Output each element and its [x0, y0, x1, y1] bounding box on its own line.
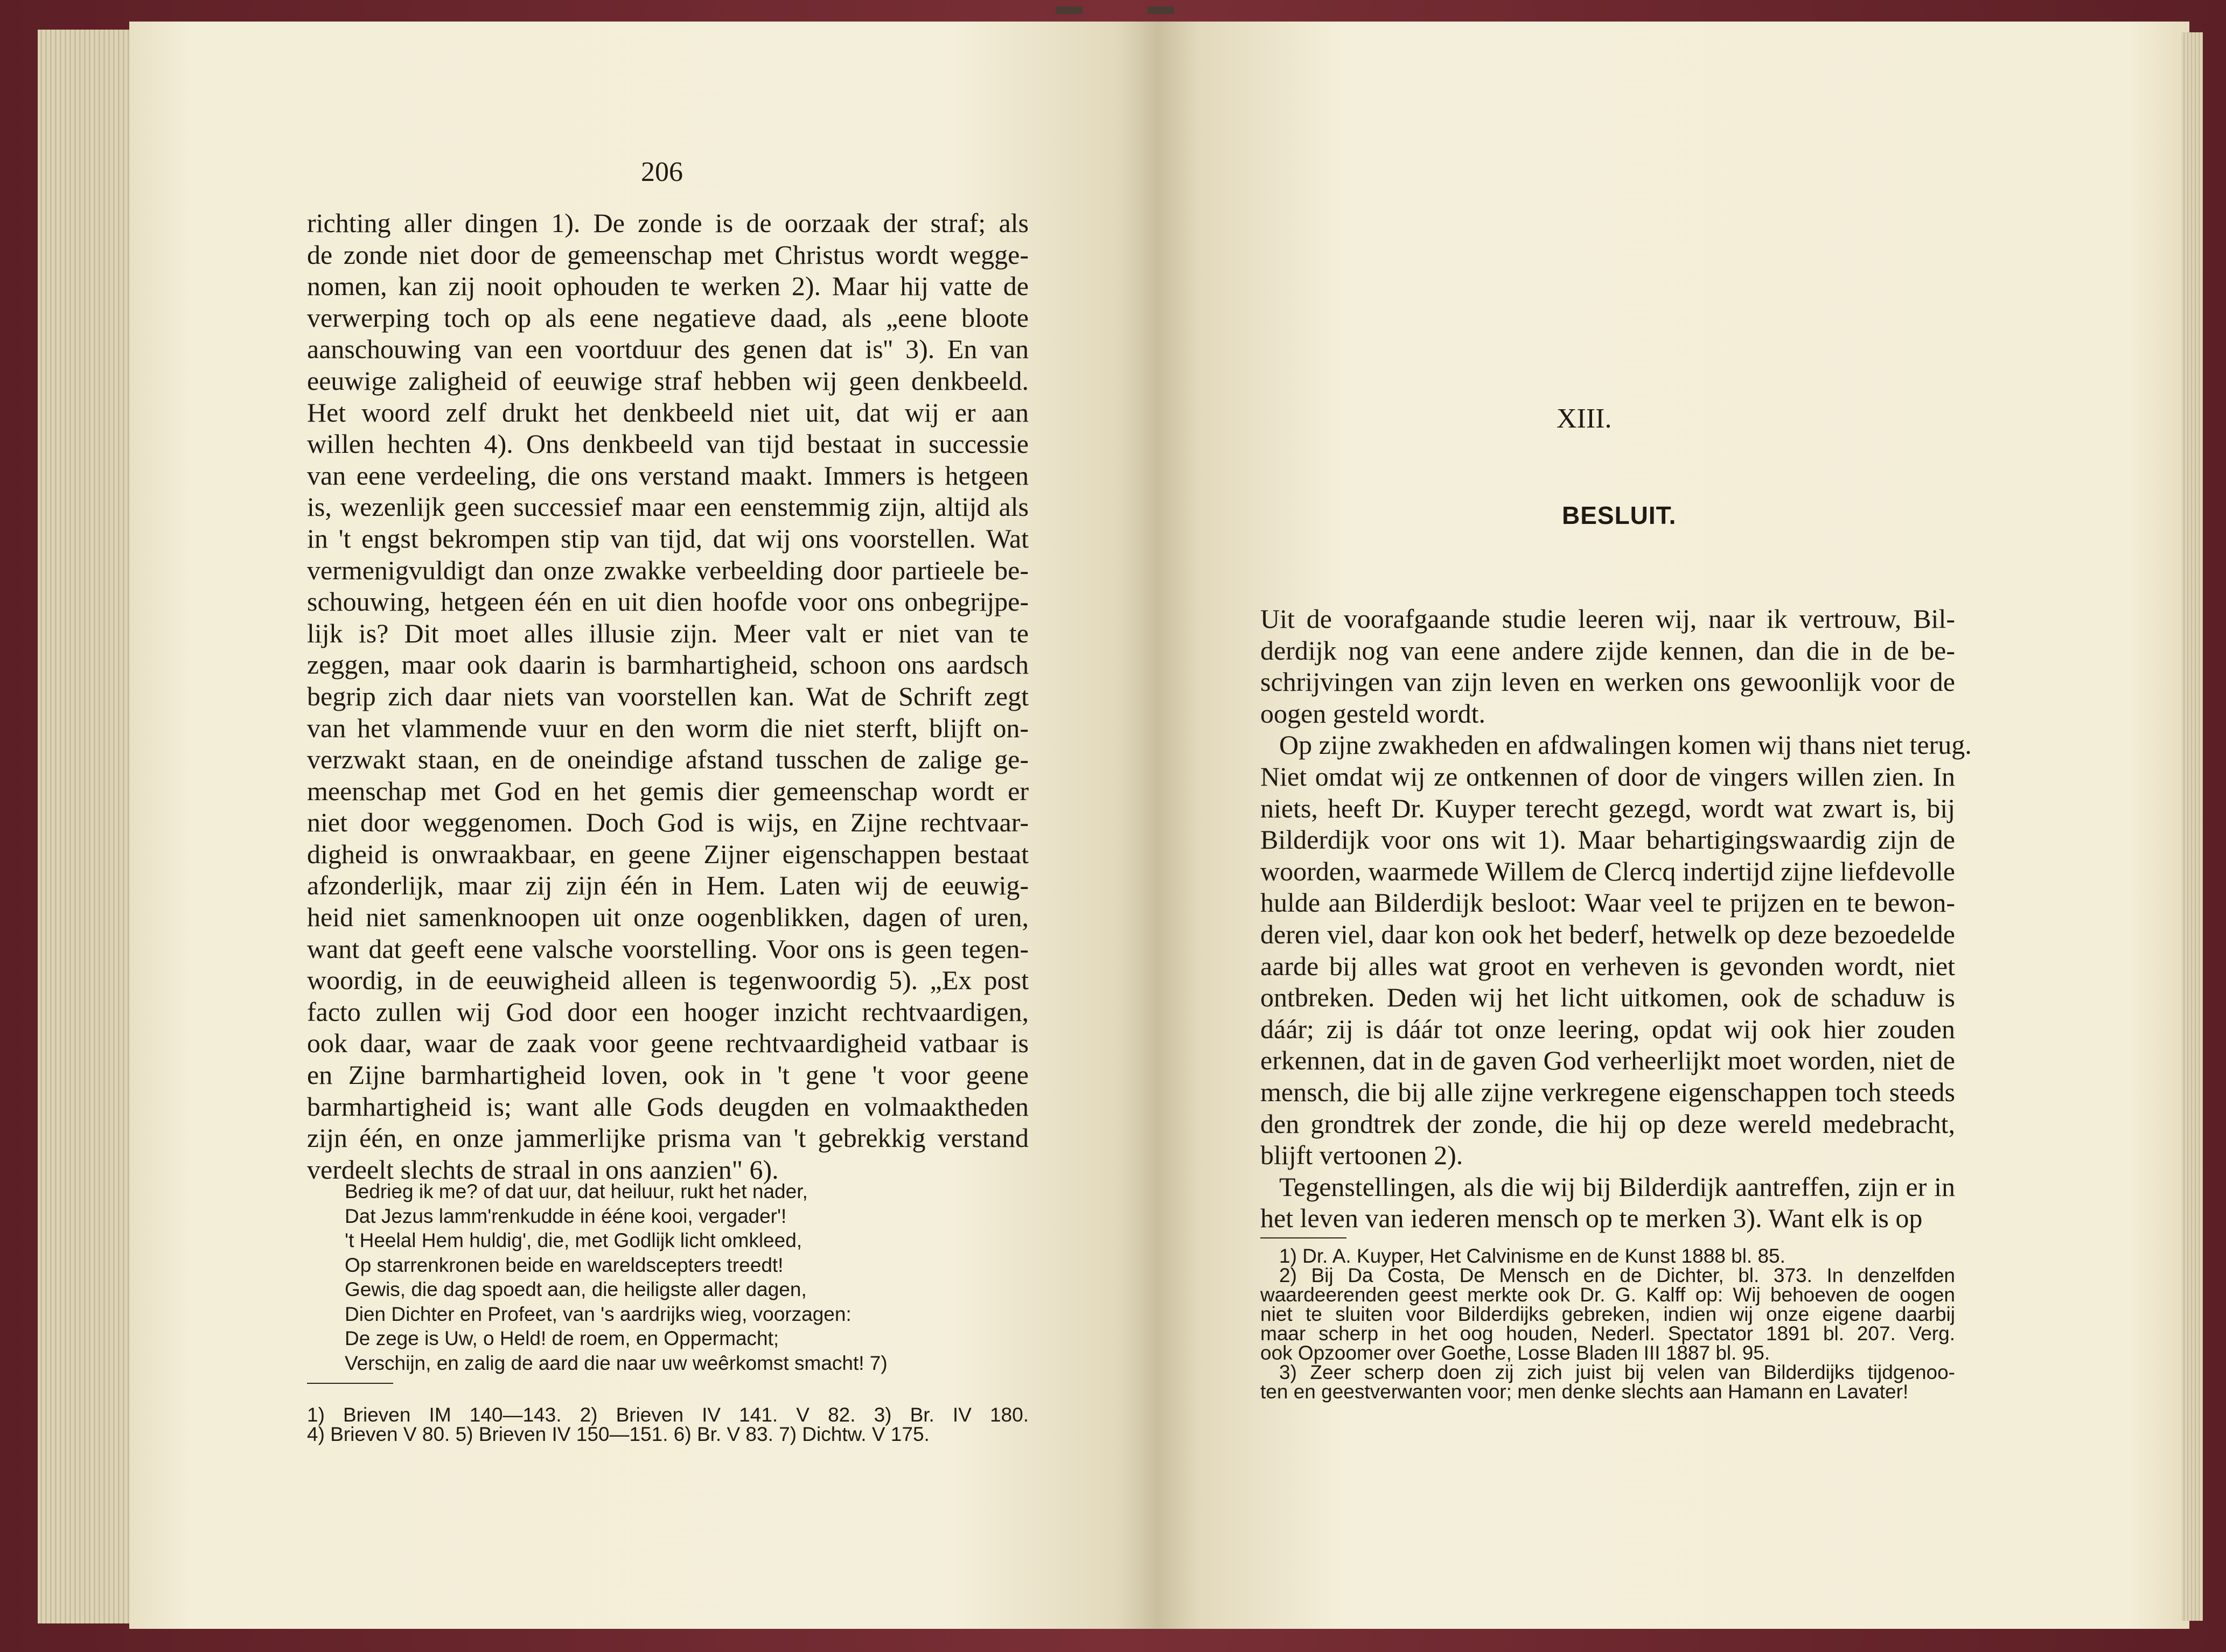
text-line: aanschouwing van een voortduur des genen dat is'' 3). En van — [307, 334, 1029, 365]
text-line: schouwing, hetgeen één en uit dien hoofde voor ons onbegrijpe- — [307, 586, 1029, 617]
left-body-text — [307, 207, 1029, 1185]
footnote-line: 1) Dr. A. Kuyper, Het Calvinisme en de Kunst 1888 bl. 85. — [1279, 1245, 1785, 1267]
text-line: woorden, waarmede Willem de Clercq indertijd zijne liefdevolle — [1260, 856, 1955, 886]
text-line: Uit de voorafgaande studie leeren wij, naar ik vertrouw, Bil- — [1260, 604, 1955, 634]
text-line: ook daar, waar de zaak voor geene rechtvaardigheid vatbaar is — [307, 1028, 1029, 1059]
text-line: is, wezenlijk geen successief maar een eenstemmig zijn, altijd als — [307, 492, 1029, 522]
text-line: zeggen, maar ook daarin is barmhartigheid, schoon ons aardsch — [307, 649, 1029, 680]
text-line: erkennen, dat in de gaven God verheerlijkt moet worden, niet de — [1260, 1045, 1955, 1076]
text-line: niets, heeft Dr. Kuyper terecht gezegd, wordt wat zwart is, bij — [1260, 793, 1955, 823]
text-line: verwerping toch op als eene negatieve daad, als „eene bloote — [307, 302, 1029, 333]
chapter-title: BESLUIT. — [1562, 501, 1677, 529]
binding-tab — [1147, 6, 1174, 14]
footnote-line: 3) Zeer scherp doen zij zich juist bij velen van Bilderdijks tijdgenoo- — [1279, 1361, 1955, 1383]
text-line: het leven van iederen mensch op te merken 3). Want elk is op — [1260, 1203, 1923, 1234]
footnote-line: 4) Brieven V 80. 5) Brieven IV 150—151. 6) Br. V 83. 7) Dichtw. V 175. — [307, 1423, 930, 1445]
text-line: derdijk nog van eene andere zijde kennen, dan die in de be- — [1260, 635, 1955, 666]
text-line: Niet omdat wij ze ontkennen of door de vingers willen zien. In — [1260, 761, 1955, 792]
footnote-line: ook Opzoomer over Goethe, Losse Bladen III 1887 bl. 95. — [1260, 1342, 1770, 1364]
text-line: Tegenstellingen, als die wij bij Bilderdijk aantreffen, zijn er in — [1279, 1171, 1955, 1202]
text-line: willen hechten 4). Ons denkbeeld van tijd bestaat in successie — [307, 429, 1029, 459]
text-line: vermenigvuldigt dan onze zwakke verbeelding door partieele be- — [307, 555, 1029, 585]
text-line: nomen, kan zij nooit ophouden te werken 2). Maar hij vatte de — [307, 271, 1029, 302]
poem-line: Op starrenkronen beide en wareldscepters treedt! — [345, 1254, 784, 1276]
text-line: in 't engst bekrompen stip van tijd, dat wij ons voorstellen. Wat — [307, 523, 1029, 554]
chapter-number: XIII. — [1557, 403, 1612, 434]
text-line: mensch, die bij alle zijne verkregene eigenschappen toch steeds — [1260, 1076, 1955, 1107]
footnote-line: maar scherp in het oog houden, Nederl. Spectator 1891 bl. 207. Verg. — [1260, 1322, 1955, 1345]
poem — [345, 1179, 1029, 1375]
text-line: deren viel, daar kon ook het bederf, hetwelk op deze bezoedelde — [1260, 919, 1955, 949]
text-line: blijft vertoonen 2). — [1260, 1140, 1463, 1171]
text-line: verzwakt staan, en de oneindige afstand tusschen de zalige ge- — [307, 744, 1029, 775]
text-line: meenschap met God en het gemis dier gemeenschap wordt er — [307, 775, 1029, 806]
text-line: verdeelt slechts de straal in ons aanzien" 6). — [307, 1154, 779, 1185]
text-line: ontbreken. Deden wij het licht uitkomen, ook de schaduw is — [1260, 982, 1955, 1013]
text-line: lijk is? Dit moet alles illusie zijn. Meer valt er niet van te — [307, 618, 1029, 648]
left-footnotes — [307, 1405, 1029, 1444]
page-edges-left — [38, 30, 135, 1623]
right-footnotes — [1260, 1247, 1955, 1402]
text-line: heid niet samenknoopen uit onze oogenblikken, dagen of uren, — [307, 902, 1029, 933]
text-line: richting aller dingen 1). De zonde is de oorzaak der straf; als — [307, 208, 1029, 238]
page-edges-right — [2181, 32, 2203, 1621]
text-line: den grondtrek der zonde, die hij op deze wereld medebracht, — [1260, 1108, 1955, 1139]
text-line: Op zijne zwakheden en afdwalingen komen wij thans niet terug. — [1279, 730, 1972, 760]
text-line: barmhartigheid is; want alle Gods deugden en volmaaktheden — [307, 1091, 1029, 1122]
footnote-line: ten en geestverwanten voor; men denke slechts aan Hamann en Lavater! — [1260, 1381, 1909, 1403]
footnote-line: waardeerenden geest merkte ook Dr. G. Kalff op: Wij behoeven de oogen — [1260, 1284, 1955, 1306]
page-number: 206 — [641, 157, 683, 187]
text-line: want dat geeft eene valsche voorstelling. Voor ons is geen tegen- — [307, 933, 1029, 964]
text-line: en Zijne barmhartigheid loven, ook in 't gene 't voor geene — [307, 1060, 1029, 1090]
poem-line: De zege is Uw, o Held! de roem, en Oppermacht; — [345, 1327, 779, 1349]
text-line: oogen gesteld wordt. — [1260, 698, 1485, 729]
right-body-text — [1260, 603, 1972, 1234]
text-line: dáár; zij is dáár tot onze leering, opdat wij ook hier zouden — [1260, 1013, 1955, 1044]
text-line: Het woord zelf drukt het denkbeeld niet uit, dat wij er aan — [307, 397, 1029, 428]
poem-line: Verschijn, en zalig de aard die naar uw weêrkomst smacht! 7) — [345, 1352, 888, 1374]
poem-line: 't Heelal Hem huldig', die, met Godlijk licht omkleed, — [345, 1229, 803, 1251]
text-line: aarde bij alles wat groot en verheven is gevonden wordt, niet — [1260, 950, 1955, 981]
footnote-line: 2) Bij Da Costa, De Mensch en de Dichter, bl. 373. In denzelfden — [1279, 1264, 1955, 1286]
text-line: van eene verdeeling, die ons verstand maakt. Immers is hetgeen — [307, 460, 1029, 491]
text-line: de zonde niet door de gemeenschap met Christus wordt wegge- — [307, 239, 1029, 270]
text-line: digheid is onwraakbaar, en geene Zijner eigenschappen bestaat — [307, 838, 1029, 869]
footnote-line: 1) Brieven IM 140—143. 2) Brieven IV 141. V 82. 3) Br. IV 180. — [307, 1404, 1029, 1426]
text-line: Bilderdijk voor ons wit 1). Maar behartigingswaardig zijn de — [1260, 824, 1955, 855]
poem-line: Dat Jezus lamm'renkudde in ééne kooi, vergader'! — [345, 1205, 787, 1227]
footnote-line: niet te sluiten voor Bilderdijks gebreken, indien wij onze eigene daarbij — [1260, 1303, 1955, 1325]
text-line: hulde aan Bilderdijk besloot: Waar veel te prijzen en te bewon- — [1260, 887, 1955, 918]
binding-tab — [1056, 6, 1083, 14]
poem-line: Bedrieg ik me? of dat uur, dat heiluur, rukt het nader, — [345, 1180, 808, 1202]
poem-line: Dien Dichter en Profeet, van 's aardrijks wieg, voorzagen: — [345, 1303, 852, 1325]
text-line: facto zullen wij God door een hooger inzicht rechtvaardigen, — [307, 996, 1029, 1027]
footnote-rule — [1260, 1237, 1346, 1238]
text-line: eeuwige zaligheid of eeuwige straf hebben wij geen denkbeeld. — [307, 365, 1029, 396]
text-line: van het vlammende vuur en den worm die niet sterft, blijft on- — [307, 712, 1029, 743]
text-line: afzonderlijk, maar zij zijn één in Hem. Laten wij de eeuwig- — [307, 870, 1029, 901]
text-line: niet door weggenomen. Doch God is wijs, en Zijne rechtvaar- — [307, 807, 1029, 838]
text-line: woordig, in de eeuwigheid alleen is tegenwoordig 5). „Ex post — [307, 965, 1029, 996]
text-line: zijn één, en onze jammerlijke prisma van 't gebrekkig verstand — [307, 1123, 1029, 1153]
poem-line: Gewis, die dag spoedt aan, die heiligste aller dagen, — [345, 1278, 807, 1300]
text-line: schrijvingen van zijn leven en werken ons gewoonlijk voor de — [1260, 667, 1955, 697]
footnote-rule — [307, 1383, 393, 1384]
text-line: begrip zich daar niets van voorstellen kan. Wat de Schrift zegt — [307, 681, 1029, 711]
